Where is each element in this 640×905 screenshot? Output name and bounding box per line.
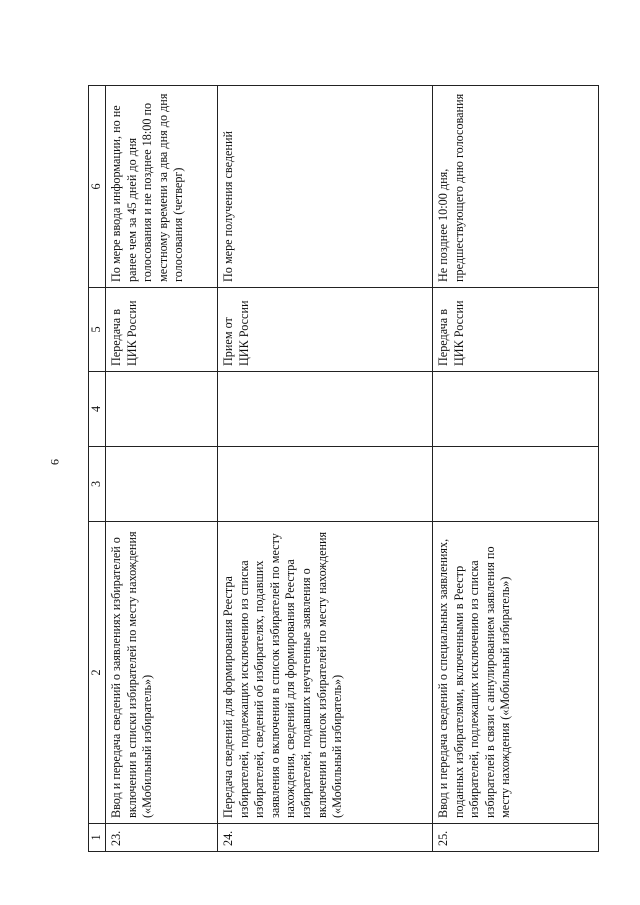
row-cell-4	[218, 372, 433, 447]
row-cell-3	[218, 447, 433, 522]
rotated-table-container	[88, 86, 598, 852]
column-header: 1	[89, 824, 106, 852]
row-cell-4	[433, 372, 599, 447]
header-row	[89, 86, 106, 852]
row-action: Прием от ЦИК России	[218, 288, 433, 372]
row-deadline: Не позднее 10:00 дня, предшествующего дню голосования	[433, 86, 599, 288]
row-action: Передача в ЦИК России	[433, 288, 599, 372]
row-cell-4	[106, 372, 218, 447]
row-description: Ввод и передача сведений о заявлениях избирателей о включении в списки избирателей по месту нахождения («Мобильный избиратель»)	[106, 522, 218, 824]
row-cell-3	[106, 447, 218, 522]
column-header: 3	[89, 447, 106, 522]
row-number: 24.	[218, 824, 433, 852]
column-header: 5	[89, 288, 106, 372]
row-cell-3	[433, 447, 599, 522]
row-action: Передача в ЦИК России	[106, 288, 218, 372]
column-header: 4	[89, 372, 106, 447]
table-row	[218, 86, 433, 852]
column-header: 2	[89, 522, 106, 824]
row-deadline: По мере получения сведений	[218, 86, 433, 288]
row-description: Передача сведений для формирования Реестра избирателей, подлежащих исключению из списка избирателей, сведений об избирателях, подавших заявления о включении в список избирателей по месту нахождения, сведений для формирования Реестра избирателей, подавших неучтенные заявления о включении в список избирателей по месту нахождения («Мобильный избиратель»)	[218, 522, 433, 824]
column-header: 6	[89, 86, 106, 288]
table-row	[433, 86, 599, 852]
table-row	[106, 86, 218, 852]
page-number: 9	[48, 459, 62, 465]
schedule-table	[88, 85, 599, 852]
row-number: 23.	[106, 824, 218, 852]
row-description: Ввод и передача сведений о специальных заявлениях, поданных избирателями, включенными в Реестр избирателей, подлежащих исключению из списка избирателей в связи с аннулированием заявления по месту нахождения («Мобильный избиратель»)	[433, 522, 599, 824]
row-deadline: По мере ввода информации, но не ранее чем за 45 дней до дня голосования и не позднее 18:00 по местному времени за два дня до дня голосования (четверг)	[106, 86, 218, 288]
row-number: 25.	[433, 824, 599, 852]
